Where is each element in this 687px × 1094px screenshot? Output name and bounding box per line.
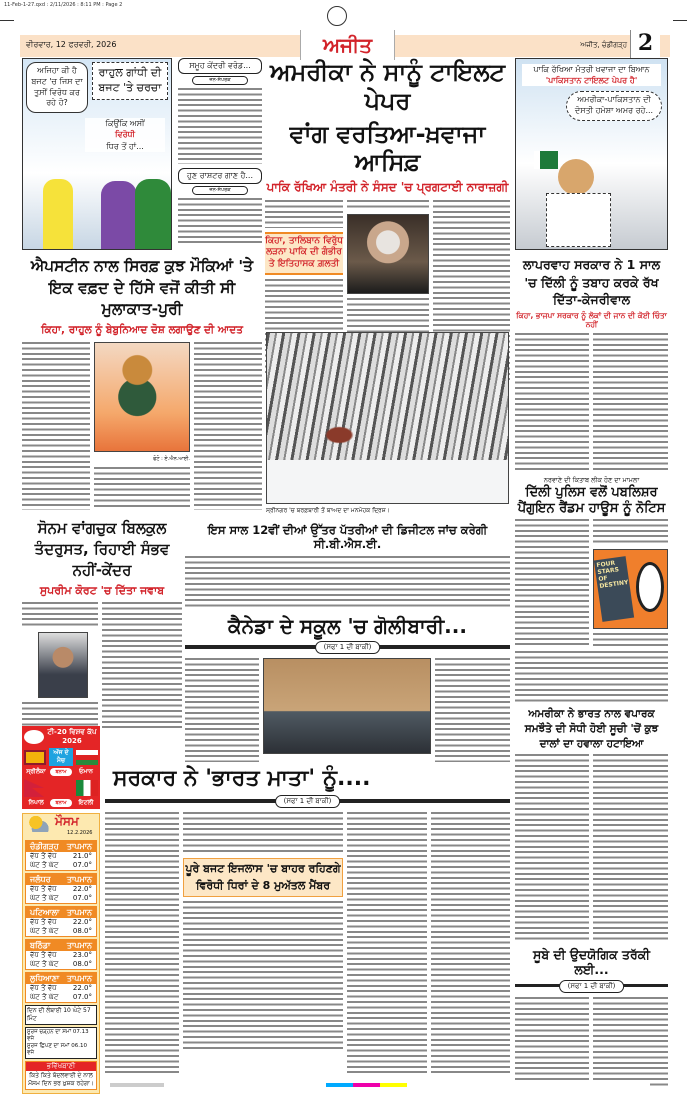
min-label: ਘੱਟ ਤੋਂ ਘੱਟ: [30, 960, 59, 968]
cartoon-caption: ਪਾਕਿ ਰੱਖਿਆ ਮੰਤਰੀ ਖਵਾਜਾ ਦਾ ਬਿਆਨ: [533, 65, 650, 74]
column-title: ਹੁਣ ਰਾਸ਼ਟਰ ਗਾਣ ਹੈ...: [178, 168, 262, 184]
puri-columns: [22, 342, 262, 510]
khawaja-asif-photo: [347, 214, 429, 294]
masthead-logo: [300, 30, 395, 60]
t20-title: ਟੀ-20 ਵਿਸ਼ਵ ਕੱਪ 2026: [47, 728, 97, 745]
forecast-title: ਭਵਿੱਖਬਾਣੀ: [26, 1062, 96, 1071]
weather-header: [23, 814, 99, 838]
wangchuk-body: [102, 602, 182, 728]
max-label: ਵੱਧ ਤੋਂ ਵੱਧ: [30, 885, 57, 893]
wangchuk-subhead: ਸੁਪਰੀਮ ਕੋਰਟ 'ਚ ਦਿੱਤਾ ਜਵਾਬ: [39, 584, 165, 597]
color-calibration-bar: [110, 1083, 650, 1087]
column-tag: ਜਨ-ਸੰਪਰਕ: [192, 76, 248, 85]
penguin-body: [593, 519, 668, 545]
min-row: [26, 927, 96, 936]
column-tag: ਜਨ-ਸੰਪਰਕ: [192, 186, 248, 195]
temp-label: ਤਾਪਮਾਨ: [66, 941, 92, 950]
max-row: [26, 852, 96, 861]
weather-city: [25, 840, 97, 871]
match-row: [24, 748, 98, 766]
min-value: 07.0°: [72, 894, 92, 902]
masthead-title: ਅਜੀਤ: [322, 33, 373, 57]
puri-body: [22, 342, 90, 510]
penguin-logo-icon: [636, 562, 664, 612]
min-label: ਘੱਟ ਤੋਂ ਘੱਟ: [30, 993, 59, 1001]
bharat-columns: [105, 812, 510, 1074]
puri-story: [22, 256, 262, 510]
weather-city-header: [26, 874, 96, 885]
answer-red: ਵਿਰੋਧੀ: [115, 130, 135, 140]
sun-cloud-icon: [27, 816, 49, 832]
max-value: 22.0°: [72, 918, 92, 926]
penguin-columns: [515, 519, 668, 647]
max-label: ਵੱਧ ਤੋਂ ਵੱਧ: [30, 918, 57, 926]
min-value: 07.0°: [72, 861, 92, 869]
weather-city-header: [26, 907, 96, 918]
puri-subhead: ਕਿਹਾ, ਰਾਹੁਲ ਨੂੰ ਬੇਬੁਨਿਆਦ ਦੋਸ਼ ਲਗਾਉਣ ਦੀ ਆਦਤ: [41, 324, 243, 337]
max-value: 22.0°: [72, 984, 92, 992]
weather-city-header: [26, 973, 96, 984]
max-row: [26, 885, 96, 894]
snow-photo-caption: ਸ੍ਰੀਨਗਰ 'ਚ ਬਰਫ਼ਬਾਰੀ ਤੋਂ ਬਾਅਦ ਦਾ ਮਨਮੋਹਕ ਦ੍ਰਿਸ਼।: [266, 507, 390, 514]
cartoon-figure-man: [43, 179, 73, 249]
kejriwal-body: [515, 333, 589, 473]
forecast-text: ਕਿਤੇ ਕਿਤੇ ਬੱਦਲਵਾਈ ਦੇ ਨਾਲ ਮੌਸਮ ਦਿਨ ਭਰ ਖ਼ੁਸ਼ਕ ਰਹੇਗਾ।: [28, 1072, 94, 1087]
column-boxes: [178, 58, 262, 246]
max-value: 21.0°: [72, 852, 92, 860]
forecast-box: [25, 1061, 97, 1090]
min-row: [26, 960, 96, 969]
cbse-canada: [185, 524, 510, 762]
weather-title: ਮੌਸਮ: [55, 814, 79, 828]
page-number: 2: [630, 30, 660, 58]
lead-subhead: ਪਾਕਿ ਰੱਖਿਆ ਮੰਤਰੀ ਨੇ ਸੰਸਦ 'ਚ ਪ੍ਰਗਟਾਈ ਨਾਰਾਜ਼ਗੀ: [266, 180, 509, 195]
lead-quote-box: ਕਿਹਾ, ਤਾਲਿਬਾਨ ਵਿਰੁੱਧ ਲੜਨਾ ਪਾਕਿ ਦੀ ਗੰਭੀਰ ਤੇ ਇਤਿਹਾਸਕ ਗ਼ਲਤੀ: [265, 232, 343, 275]
max-value: 22.0°: [72, 885, 92, 893]
snow-photo: [266, 332, 509, 504]
pakistan-flag-icon: [534, 151, 558, 169]
min-value: 07.0°: [72, 993, 92, 1001]
city-name: ਲੁਧਿਆਣਾ: [30, 974, 60, 983]
suspended-members-inset: ਪੂਰੇ ਬਜਟ ਇਜਲਾਸ 'ਚ ਬਾਹਰ ਰਹਿਣਗੇ ਵਿਰੋਧੀ ਧਿਰਾਂ ਦੇ 8 ਮੁਅੱਤਲ ਮੈਂਬਰ: [183, 858, 343, 897]
sunset: ਸੂਰਜ ਛਿਪਣ ਦਾ ਸਮਾਂ 06.10 ਵਜੇ: [27, 1043, 87, 1056]
penguin-kicker: ਨਰਵਾਣੇ ਦੀ ਕਿਤਾਬ ਲੀਕ ਹੋਣ ਦਾ ਮਾਮਲਾ: [543, 476, 640, 484]
weather-box: [22, 813, 100, 1094]
cbse-body: [185, 556, 510, 610]
lead-body: [265, 200, 343, 228]
jump-row: [105, 795, 510, 808]
team-name: ਓਮਾਨ: [79, 768, 93, 775]
city-name: ਪਟਿਆਲਾ: [30, 908, 60, 917]
crop-mark: [0, 20, 14, 21]
day-length: ਦਿਨ ਦੀ ਲੰਬਾਈ 10 ਘੰਟੇ 57 ਮਿੰਟ: [25, 1005, 97, 1025]
temp-label: ਤਾਪਮਾਨ: [66, 974, 92, 983]
city-name: ਚੰਡੀਗੜ੍ਹ: [30, 842, 59, 851]
kejriwal-subhead: ਕਿਹਾ, ਭਾਜਪਾ ਸਰਕਾਰ ਨੂੰ ਲੋਕਾਂ ਦੀ ਜਾਨ ਦੀ ਕੋਈ ਚਿੰਤਾ ਨਹੀਂ: [516, 310, 667, 330]
bharat-body: [183, 812, 343, 854]
cartoon-figure-head: [558, 159, 594, 195]
city-name: ਜਲੰਧਰ: [30, 875, 51, 884]
min-row: [26, 894, 96, 903]
canada-body: [515, 651, 668, 703]
weather-city: [25, 906, 97, 937]
puri-photo: [94, 342, 190, 452]
cartoon-caption-red: 'ਪਾਕਿਸਤਾਨ ਟਾਇਲਟ ਪੇਪਰ ਹੈ': [545, 76, 638, 85]
max-label: ਵੱਧ ਤੋਂ ਵੱਧ: [30, 852, 57, 860]
jump-label: (ਸਫਾ 1 ਦੀ ਬਾਕੀ): [559, 980, 625, 993]
italy-flag-icon: [76, 780, 98, 796]
sunrise: ਸੂਰਜ ਚੜ੍ਹਨ ਦਾ ਸਮਾਂ 07.13 ਵਜੇ: [27, 1029, 89, 1042]
wangchuk-headline: ਸੋਨਮ ਵਾਂਗਚੁਕ ਬਿਲਕੁਲ ਤੰਦਰੁਸਤ, ਰਿਹਾਈ ਸੰਭਵ ਨਹੀਂ-ਕੇਂਦਰ: [34, 519, 170, 579]
cartoon-figure-politician: [101, 181, 137, 249]
versus-label: ਬਨਾਮ: [50, 799, 72, 807]
team-name: ਨਿਪਾਲ: [28, 799, 44, 806]
industry-columns: [515, 997, 668, 1087]
cricket-logo-icon: [24, 730, 44, 744]
lead-headline: ਵਾਂਗ ਵਰਤਿਆ-ਖ਼ਵਾਜਾ ਆਸਿਫ਼: [289, 119, 486, 177]
answer-line: ਕਿਉਂਕਿ ਅਸੀਂ: [105, 119, 145, 129]
city-name: ਬਠਿੰਡਾ: [30, 941, 51, 950]
team-row: [24, 799, 98, 807]
wangchuk-columns: [22, 602, 182, 728]
bharat-mata-story: [105, 766, 510, 1074]
kejriwal-body: [593, 333, 668, 473]
cartoon-caption-box: [522, 64, 661, 86]
right-column: [515, 256, 668, 1087]
industry-headline: ਸੂਬੇ ਦੀ ਉਦਯੋਗਿਕ ਤਰੱਕੀ ਲਈ...: [533, 947, 650, 978]
left-sidebar: [22, 726, 100, 1094]
column-title: ਸਮੂਹ ਕੇਂਦਰੀ ਵਰੋਡ...: [178, 58, 262, 74]
penguin-body: [515, 519, 589, 647]
bharat-body: [183, 901, 343, 1051]
max-row: [26, 984, 96, 993]
canada-columns: [185, 658, 510, 762]
weather-city-header: [26, 841, 96, 852]
answer-line: ਧਿਰ ਤੋਂ ਹਾਂ...: [106, 141, 144, 151]
weather-date: 12.2.2026: [67, 830, 93, 836]
kejriwal-headline: ਲਾਪਰਵਾਹ ਸਰਕਾਰ ਨੇ 1 ਸਾਲ 'ਚ ਦਿੱਲੀ ਨੂੰ ਤਬਾਹ ਕਰਕੇ ਰੱਖ ਦਿੱਤਾ-ਕੇਜਰੀਵਾਲ: [522, 257, 661, 307]
trade-body: [515, 754, 589, 942]
lead-headline: ਅਮਰੀਕਾ ਨੇ ਸਾਨੂੰ ਟਾਇਲਟ ਪੇਪਰ: [270, 58, 505, 115]
penguin-body: [593, 633, 668, 647]
t20-header: [24, 728, 98, 746]
sun-times: [25, 1027, 97, 1059]
registration-mark-icon: [327, 6, 347, 26]
min-value: 08.0°: [72, 927, 92, 935]
canada-school-photo: [263, 658, 431, 754]
column-body: [178, 88, 262, 164]
penguin-headline: ਦਿੱਲੀ ਪੁਲਿਸ ਵਲੋਂ ਪਬਲਿਸ਼ਰ ਪੈਂਗੁਇਨ ਰੈਂਡਮ ਹਾਊਸ ਨੂੰ ਨੋਟਿਸ: [517, 485, 666, 516]
weather-city: [25, 939, 97, 970]
max-row: [26, 951, 96, 960]
print-slug: 11-Feb-1-27.qxd : 2/11/2026 : 8:11 PM : Page 2: [4, 2, 123, 8]
wangchuk-body: [22, 702, 98, 728]
nepal-flag-icon: [24, 779, 44, 797]
jump-label: (ਸਫਾ 1 ਦੀ ਬਾਕੀ): [275, 795, 341, 808]
cartoon-right: [515, 58, 668, 250]
bharat-mata-headline: ਸਰਕਾਰ ਨੇ 'ਭਾਰਤ ਮਾਤਾ' ਨੂੰ....: [113, 766, 371, 791]
canada-body: [185, 658, 259, 762]
puri-headline: ਐਪਸਟੀਨ ਨਾਲ ਸਿਰਫ਼ ਕੁਝ ਮੌਕਿਆਂ 'ਤੇ ਇਕ ਵਫ਼ਦ ਦੇ ਹਿੱਸੇ ਵਜੋਂ ਕੀਤੀ ਸੀ ਮੁਲਾਕਾਤ-ਪੁਰੀ: [30, 257, 254, 319]
team-name: ਇਟਲੀ: [78, 799, 94, 806]
sri-lanka-flag-icon: [24, 750, 46, 765]
canada-body: [435, 658, 510, 762]
snow-photo-ground: [267, 460, 508, 503]
oman-flag-icon: [76, 750, 98, 765]
bharat-body: [105, 812, 179, 1074]
temp-label: ਤਾਪਮਾਨ: [66, 875, 92, 884]
weather-city: [25, 873, 97, 904]
max-label: ਵੱਧ ਤੋਂ ਵੱਧ: [30, 984, 57, 992]
cbse-headline: ਇਸ ਸਾਲ 12ਵੀਂ ਦੀਆਂ ਉੱਤਰ ਪੱਤਰੀਆਂ ਦੀ ਡਿਜੀਟਲ ਜਾਂਚ ਕਰੇਗੀ ਸੀ.ਬੀ.ਐਸ.ਈ.: [207, 523, 488, 551]
min-label: ਘੱਟ ਤੋਂ ਘੱਟ: [30, 894, 59, 902]
puri-body: [94, 467, 190, 510]
wangchuk-col: [22, 602, 98, 728]
kejriwal-columns: [515, 333, 668, 473]
book-cover: FOUR STARS OF DESTINY: [594, 556, 634, 622]
trade-headline: ਅਮਰੀਕਾ ਨੇ ਭਾਰਤ ਨਾਲ ਵਪਾਰਕ ਸਮਝੌਤੇ ਦੀ ਸੋਧੀ ਹੋਈ ਸੂਚੀ 'ਚੋਂ ਕੁਝ ਦਾਲਾਂ ਦਾ ਹਵਾਲਾ ਹਟਾਇਆ: [524, 708, 659, 750]
wangchuk-photo: [38, 632, 88, 698]
cartoon-bubble: ਅਮਰੀਕਾ-ਪਾਕਿਸਤਾਨ ਦੀ ਦੋਸਤੀ ਹਮੇਸ਼ਾ ਅਮਰ ਰਹੇ...: [566, 91, 662, 121]
industry-body: [515, 997, 589, 1087]
canada-headline: ਕੈਨੇਡਾ ਦੇ ਸਕੂਲ 'ਚ ਗੋਲੀਬਾਰੀ...: [228, 613, 467, 638]
temp-label: ਤਾਪਮਾਨ: [66, 842, 92, 851]
min-label: ਘੱਟ ਤੋਂ ਘੱਟ: [30, 861, 59, 869]
cartoon-figure-politician: [135, 179, 171, 249]
weather-cities: [23, 840, 99, 1003]
versus-label: ਬਨਾਮ: [50, 768, 72, 776]
book-cover-photo: [593, 549, 668, 629]
trade-body: [593, 754, 668, 942]
temp-label: ਤਾਪਮਾਨ: [66, 908, 92, 917]
weather-city-header: [26, 940, 96, 951]
trade-columns: [515, 754, 668, 942]
cartoon-text-row: [23, 59, 171, 116]
min-row: [26, 993, 96, 1002]
cartoon-caption: ਰਾਹੁਲ ਗਾਂਧੀ ਦੀ ਬਜਟ 'ਤੇ ਚਰਚਾ: [92, 62, 168, 100]
min-value: 08.0°: [72, 960, 92, 968]
puri-col: [94, 342, 190, 510]
bharat-body: [431, 812, 510, 1074]
today-badge: ਅੱਜ ਦੇ ਮੈਚ: [49, 748, 73, 766]
cartoon-left: [22, 58, 172, 250]
lead-body: [347, 200, 429, 210]
t20-box: [22, 726, 100, 809]
jump-row: [185, 641, 510, 654]
crop-mark: [673, 20, 687, 21]
cartoon-answer: [85, 118, 165, 152]
bharat-body: [347, 812, 427, 1074]
team-name: ਸ੍ਰੀਲੰਕਾ: [26, 768, 46, 775]
masthead-edition: ਅਜੀਤ, ਚੰਡੀਗੜ੍ਹ: [580, 41, 627, 49]
match-row: [24, 779, 98, 797]
wangchuk-body: [22, 602, 98, 628]
min-row: [26, 861, 96, 870]
penguin-col: [593, 519, 668, 647]
masthead-date: ਵੀਰਵਾਰ, 12 ਫਰਵਰੀ, 2026: [26, 40, 117, 49]
jump-row: [515, 980, 668, 993]
team-row: [24, 768, 98, 776]
max-value: 23.0°: [72, 951, 92, 959]
wangchuk-story: [22, 518, 182, 728]
jump-label: (ਸਫਾ 1 ਦੀ ਬਾਕੀ): [315, 641, 381, 654]
max-row: [26, 918, 96, 927]
bharat-col: [183, 812, 343, 1051]
column-body: [178, 198, 262, 246]
puri-body: [194, 342, 262, 510]
puri-photo-caption: ਫੋਟੋ : ਏ.ਐਨ.ਆਈ.: [153, 455, 190, 462]
min-label: ਘੱਟ ਤੋਂ ਘੱਟ: [30, 927, 59, 935]
toilet-roll-body: [546, 193, 611, 247]
industry-body: [593, 997, 668, 1087]
weather-city: [25, 972, 97, 1003]
max-label: ਵੱਧ ਤੋਂ ਵੱਧ: [30, 951, 57, 959]
cartoon-question: ਅਜਿਹਾ ਕੀ ਹੈ ਬਜਟ 'ਚ ਜਿਸ ਦਾ ਤੁਸੀਂ ਵਿਰੋਧ ਕਰ ਰਹੇ ਹੋ?: [26, 62, 88, 113]
